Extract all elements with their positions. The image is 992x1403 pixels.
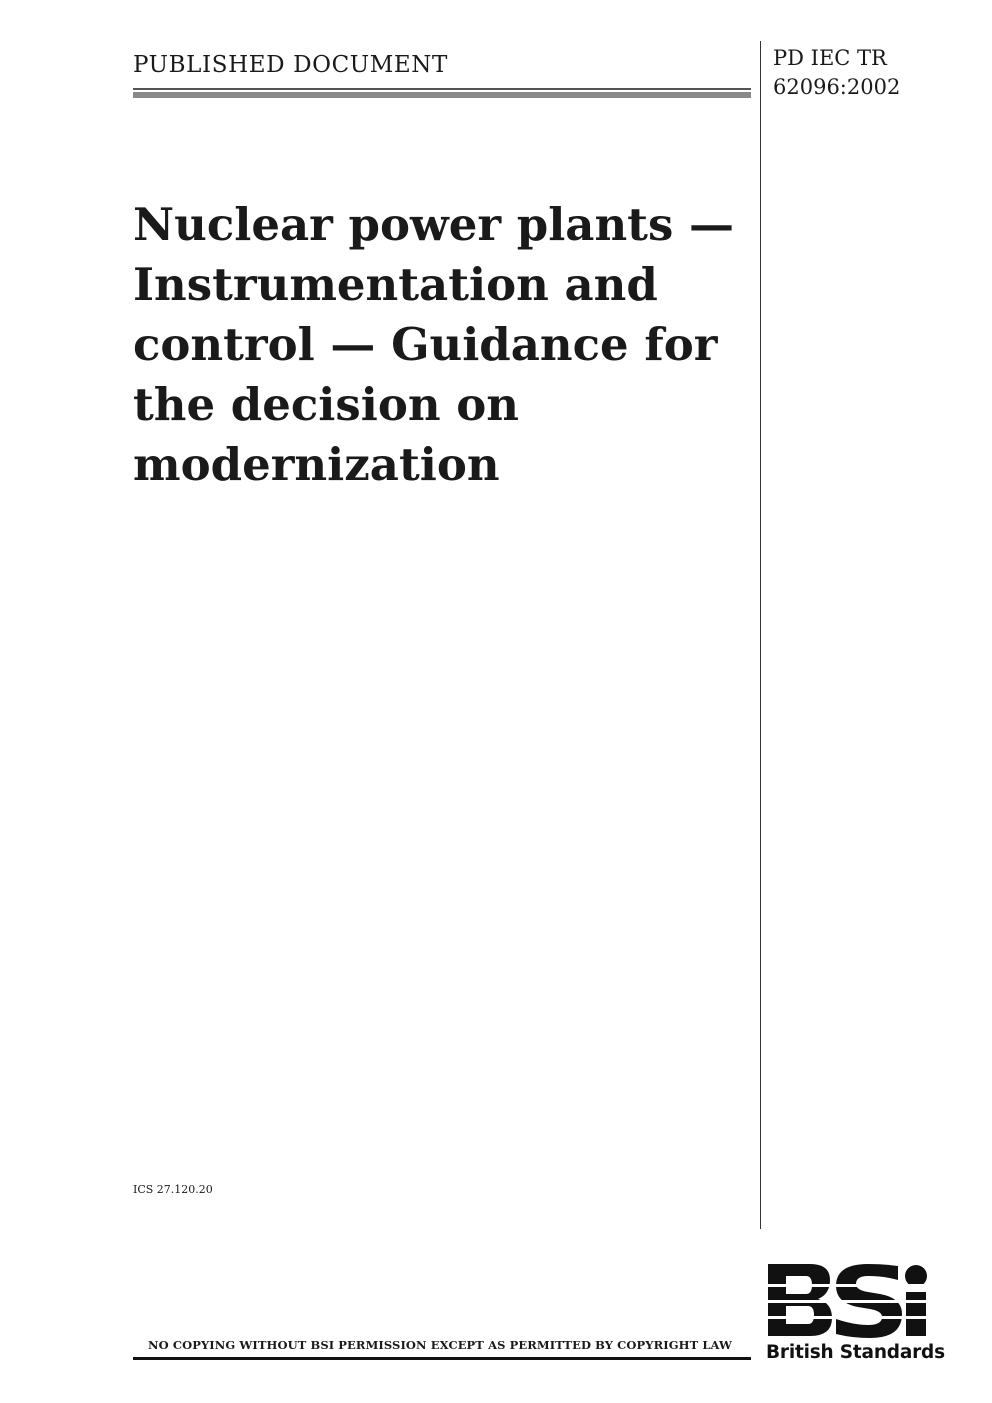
published-document-label: PUBLISHED DOCUMENT xyxy=(133,52,448,78)
copyright-notice: NO COPYING WITHOUT BSI PERMISSION EXCEPT AS PERMITTED BY COPYRIGHT LAW xyxy=(148,1338,733,1352)
title-line: Instrumentation and xyxy=(133,258,658,311)
ics-code: ICS 27.120.20 xyxy=(133,1183,213,1196)
margin-vertical-rule xyxy=(760,41,761,1229)
bsi-wordmark-icon xyxy=(766,1262,944,1340)
header-rule xyxy=(133,88,751,98)
title-line: the decision on xyxy=(133,378,519,431)
document-title xyxy=(133,195,753,495)
document-identifier-line-1: PD IEC TR xyxy=(773,46,887,70)
document-identifier-line-2: 62096:2002 xyxy=(773,75,901,99)
title-line: control — Guidance for xyxy=(133,318,718,371)
header-rule-thick xyxy=(133,92,751,98)
bsi-logo xyxy=(766,1262,944,1370)
british-standards-label: British Standards xyxy=(766,1342,945,1363)
footer-rule xyxy=(133,1357,751,1360)
header-rule-thin xyxy=(133,88,751,90)
title-line: modernization xyxy=(133,438,500,491)
title-line: Nuclear power plants — xyxy=(133,198,734,251)
document-identifier xyxy=(773,44,900,102)
